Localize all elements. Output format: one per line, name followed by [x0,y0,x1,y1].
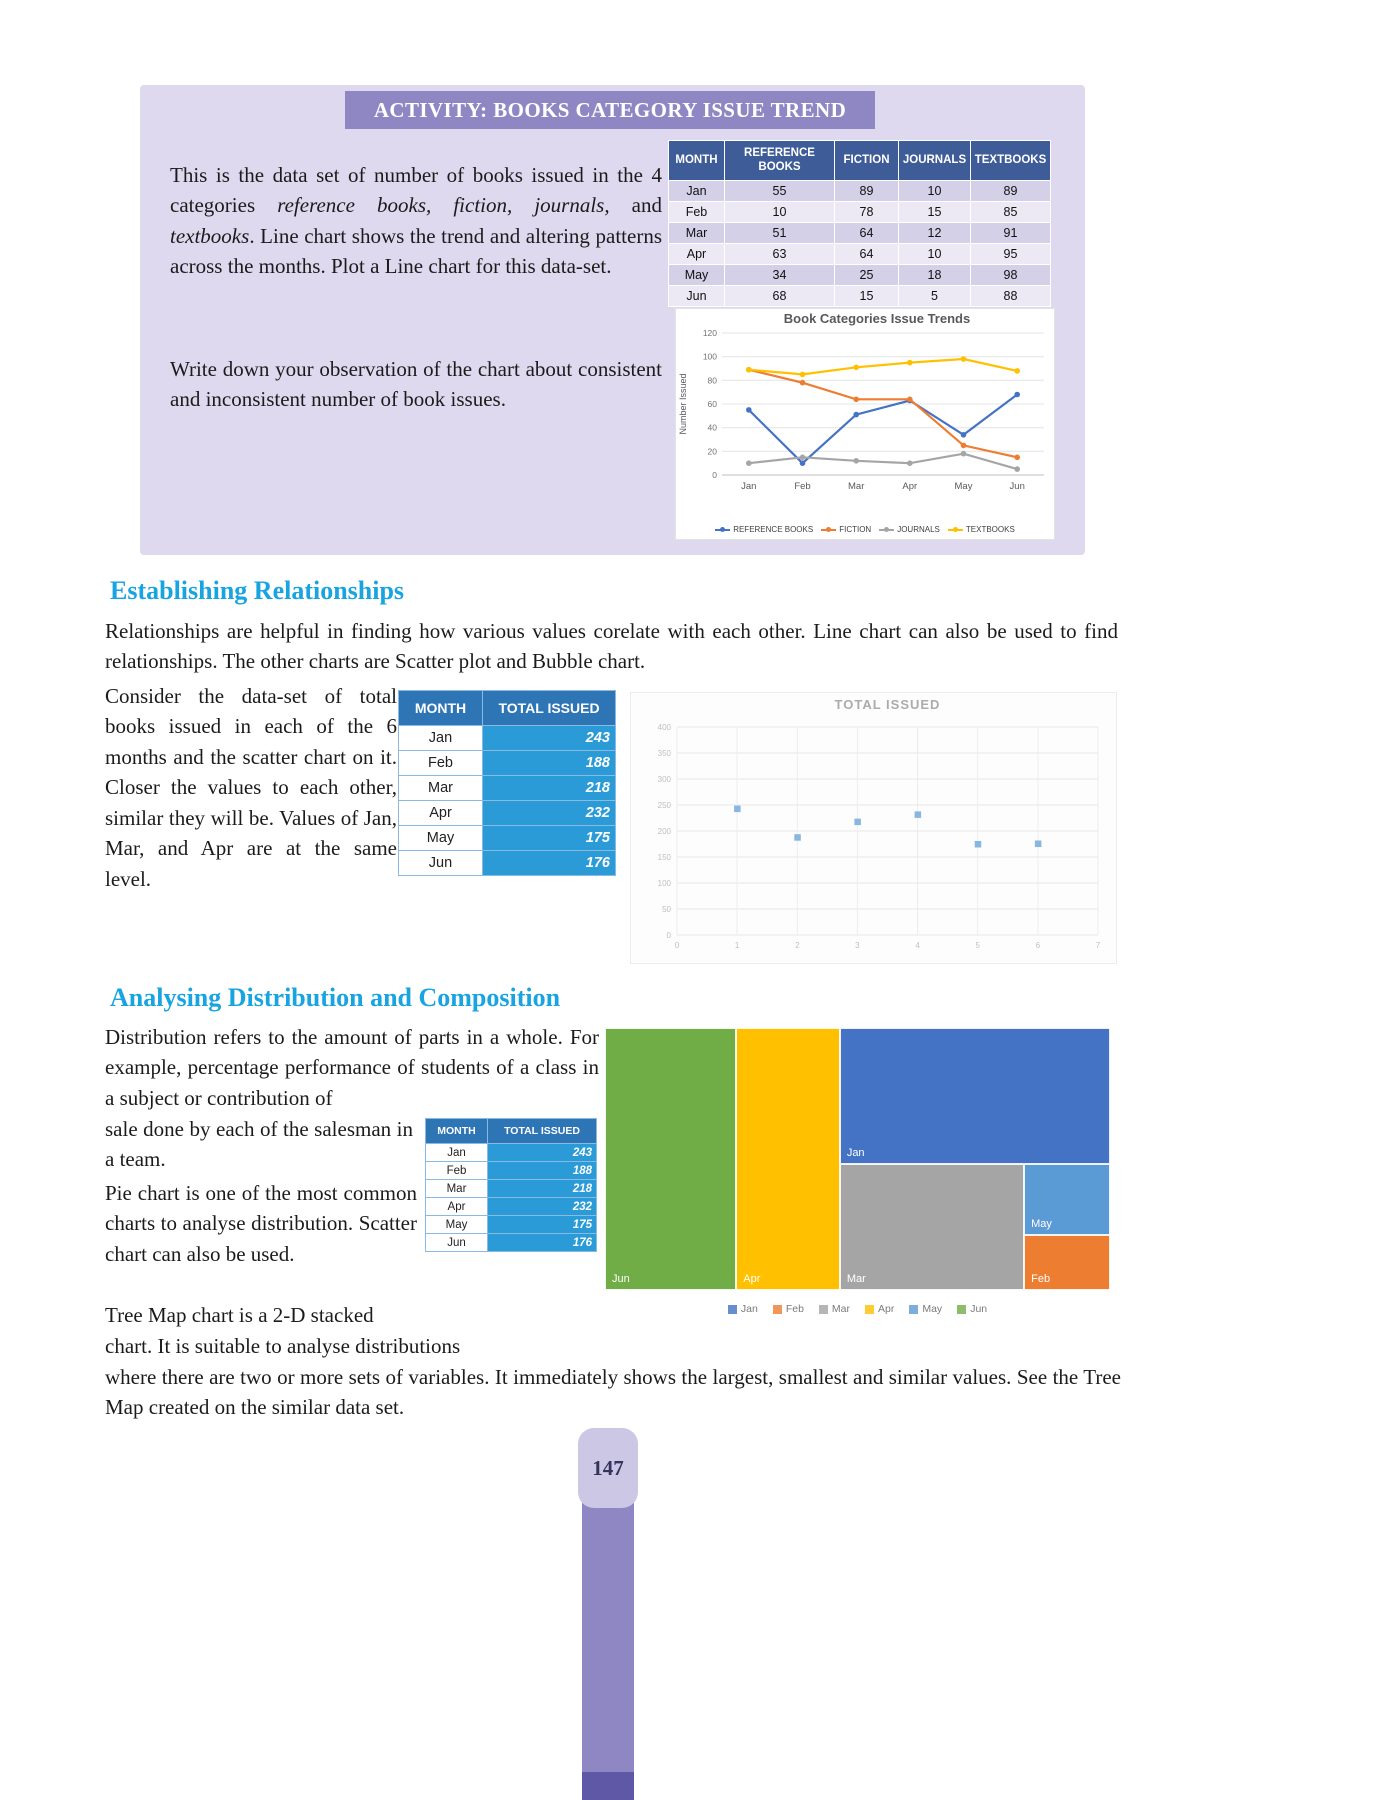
svg-text:TOTAL ISSUED: TOTAL ISSUED [834,697,941,712]
intro-text-3: . Line chart shows the trend and altering patterns across the months. Plot a Line chart for this data-set. [170,223,662,279]
table-row: Mar 218 [426,1180,597,1198]
treemap-label: May [1031,1217,1052,1230]
legend-item [909,1303,942,1315]
total-issued-table-small [425,1118,597,1252]
svg-text:May: May [954,481,973,492]
svg-text:6: 6 [1035,941,1041,950]
svg-text:40: 40 [707,422,717,433]
legend-item [948,525,1015,534]
column-header: MONTH [399,691,483,726]
svg-text:20: 20 [707,446,717,457]
scatter-chart [631,693,1116,966]
legend-label: May [922,1303,943,1315]
relationships-paragraph: Relationships are helpful in finding how various values corelate with each other. Line chart can also be used to find relationships. The other charts are Scatter plot and Bubble chart. [105,619,1118,674]
treemap-block-jun [605,1028,736,1290]
svg-text:0: 0 [666,931,671,940]
legend-swatch-icon [909,1305,918,1314]
treemap-block-mar [840,1164,1024,1290]
svg-text:0: 0 [712,470,717,480]
svg-text:3: 3 [855,941,860,950]
svg-text:Number Issued: Number Issued [678,373,688,435]
intro-text-2: and [609,193,662,218]
legend-label: FICTION [839,525,872,534]
table-row: Jan 243 [399,726,616,751]
table-row: Mar 218 [399,776,616,801]
legend-item [728,1303,758,1315]
svg-text:400: 400 [657,723,671,732]
legend-swatch-icon [957,1305,966,1314]
treemap-paragraph-2: chart. It is suitable to analyse distributions [105,1334,461,1358]
scatter-chart-container [630,692,1117,964]
treemap-label: Apr [743,1273,761,1285]
column-header: TOTAL ISSUED [483,691,616,726]
table-row: May 175 [399,826,616,851]
legend-item [865,1303,894,1315]
table-row: Apr 232 [426,1198,597,1216]
svg-text:150: 150 [657,853,671,862]
legend-marker-icon [821,529,836,531]
legend-item [957,1303,987,1315]
column-header: MONTH [426,1119,488,1144]
table-row: Mar 51 64 12 91 [669,222,1051,243]
line-chart-container [675,308,1055,540]
legend-label: Apr [878,1303,895,1315]
legend-marker-icon [715,529,730,531]
treemap-label: Mar [846,1272,866,1285]
svg-text:120: 120 [702,328,717,338]
line-chart-legend [676,525,1054,534]
svg-text:100: 100 [702,351,717,362]
treemap-chart [605,1028,1110,1290]
table-row: Jan 243 [426,1144,597,1162]
page-margin-strip [582,1500,634,1772]
svg-text:200: 200 [657,827,671,836]
svg-text:Jun: Jun [1009,481,1025,492]
treemap-label: Jan [846,1147,865,1160]
legend-swatch-icon [728,1305,737,1314]
intro-italic-1: reference books, fiction, journals, [277,193,610,218]
legend-label: Mar [831,1303,850,1315]
table-row: Jun 176 [399,851,616,876]
page-number-badge [578,1428,638,1508]
treemap-block-apr [736,1028,840,1290]
legend-marker-icon [879,529,894,531]
column-header: REFERENCE BOOKS [725,141,835,181]
legend-item [821,525,871,534]
legend-marker-icon [948,529,963,531]
table-row: Jun 68 15 5 88 [669,285,1051,306]
table-row: Feb 188 [426,1162,597,1180]
activity-title: ACTIVITY: BOOKS CATEGORY ISSUE TREND [345,91,875,129]
treemap-paragraph-3: where there are two or more sets of variables. It immediately shows the largest, smallest and similar values. See the Tree Map created on the similar data set. [105,1365,1121,1420]
distribution-paragraph-1a: Distribution refers to the amount of parts in a whole. For example, percentage performance of students of a class in a subject or contribution of [105,1025,599,1110]
activity-box [140,85,1085,555]
svg-text:100: 100 [657,879,671,888]
legend-swatch-icon [819,1305,828,1314]
column-header: FICTION [835,141,899,181]
treemap-legend [605,1300,1110,1318]
activity-observation-paragraph: Write down your observation of the chart about consistent and inconsistent number of book issues. [170,357,662,412]
table-row: May 175 [426,1216,597,1234]
treemap-block-jan [840,1028,1110,1164]
svg-text:Apr: Apr [902,481,918,492]
table-row: May 34 25 18 98 [669,264,1051,285]
section-heading-distribution: Analysing Distribution and Composition [110,983,561,1012]
legend-swatch-icon [773,1305,782,1314]
svg-text:5: 5 [975,941,980,950]
svg-text:Mar: Mar [848,481,865,492]
page-margin-strip-end [582,1772,634,1800]
svg-text:300: 300 [657,775,671,784]
book-categories-table [668,140,1051,307]
legend-item [879,525,940,534]
legend-item [819,1303,850,1315]
treemap-block-may [1024,1164,1110,1235]
section-heading-relationships: Establishing Relationships [110,576,405,605]
svg-text:Book Categories Issue Trends: Book Categories Issue Trends [783,311,971,326]
total-issued-table [398,690,616,876]
svg-text:7: 7 [1095,941,1101,950]
column-header: JOURNALS [899,141,971,181]
svg-text:2: 2 [795,941,800,950]
column-header: TEXTBOOKS [971,141,1051,181]
consider-paragraph: Consider the data-set of total books issued in each of the 6 months and the scatter chart on it. Closer the values to each other, similar they will be. Values of Jan, Mar, and Apr are at the same level. [105,684,397,891]
intro-italic-2: textbooks [170,223,250,248]
svg-text:50: 50 [662,905,671,914]
legend-item [773,1303,804,1315]
svg-text:Jan: Jan [741,481,757,492]
treemap-label: Feb [1031,1272,1051,1285]
treemap-paragraph-1: Tree Map chart is a 2-D stacked [105,1303,374,1327]
svg-text:250: 250 [657,801,671,810]
treemap-block-feb [1024,1235,1110,1290]
svg-text:4: 4 [915,941,920,950]
intro-text-1: This is the data set of number of books issued in the 4 categories [170,163,662,218]
table-row: Feb 10 78 15 85 [669,201,1051,222]
page-number: 147 [592,1455,624,1480]
column-header: TOTAL ISSUED [488,1119,597,1144]
legend-label: Jan [740,1303,758,1315]
svg-text:60: 60 [707,399,717,409]
legend-label: Jun [970,1303,988,1315]
table-row: Feb 188 [399,751,616,776]
svg-text:Feb: Feb [794,481,811,492]
table-row: Jan 55 89 10 89 [669,180,1051,201]
table-row: Jun 176 [426,1234,597,1252]
activity-intro-paragraph [170,160,662,282]
legend-label: Feb [785,1303,804,1315]
legend-swatch-icon [865,1305,874,1314]
svg-text:1: 1 [734,941,740,950]
table-row: Apr 232 [399,801,616,826]
legend-label: JOURNALS [897,525,940,534]
table-row: Apr 63 64 10 95 [669,243,1051,264]
distribution-paragraph-1b: sale done by each of the salesman in a team. [105,1117,413,1172]
svg-text:350: 350 [657,749,671,758]
treemap-label: Jun [612,1273,630,1285]
svg-text:80: 80 [707,375,717,386]
column-header: MONTH [669,141,725,181]
legend-item [715,525,813,534]
line-chart [676,309,1054,514]
legend-label: TEXTBOOKS [965,525,1015,534]
legend-label: REFERENCE BOOKS [733,525,814,534]
svg-text:0: 0 [674,941,680,950]
distribution-paragraph-2: Pie chart is one of the most common charts to analyse distribution. Scatter chart can also be used. [105,1181,417,1266]
